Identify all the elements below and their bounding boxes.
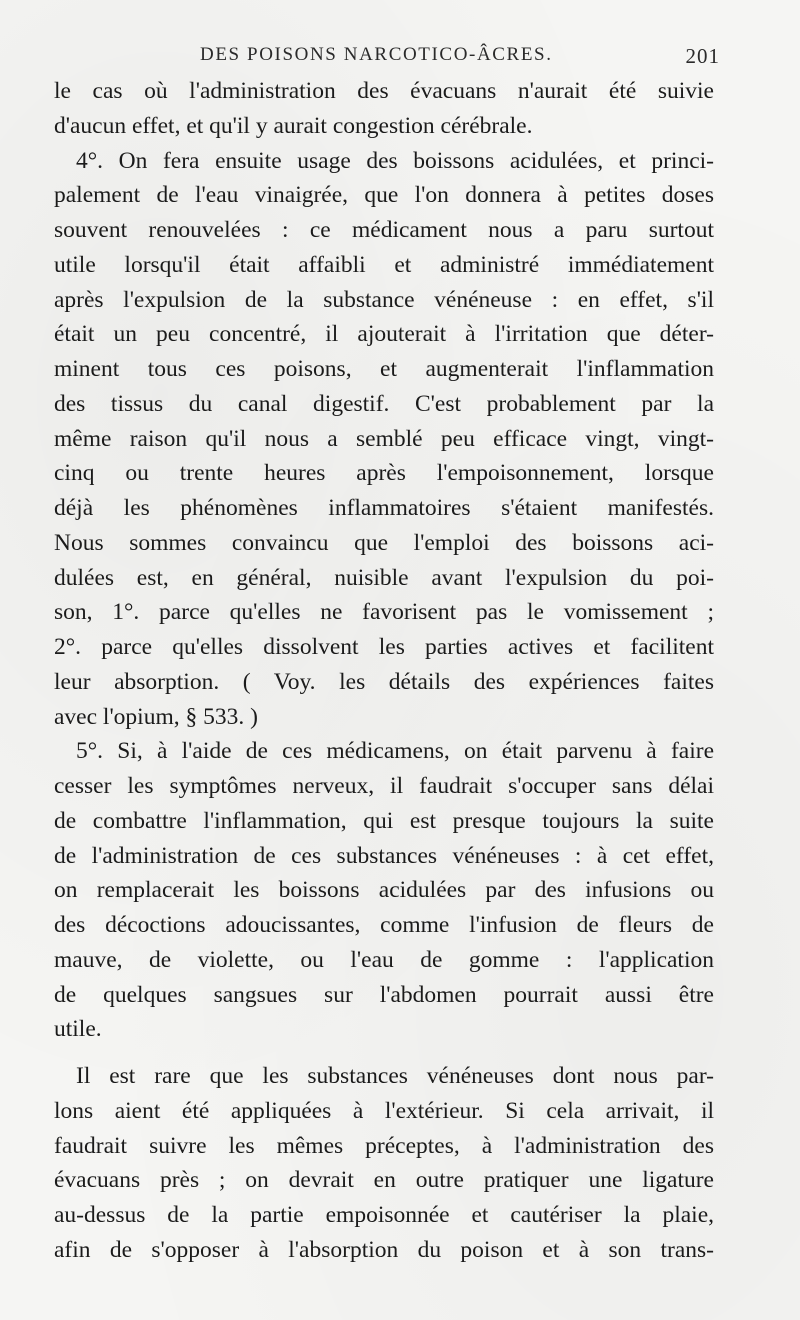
text-line: cesser les symptômes nerveux, il faudrait s'occuper sans délai <box>54 773 714 799</box>
text-line: avec l'opium, § 533. ) <box>54 703 258 730</box>
text-line: Il est rare que les substances vénéneuses dont nous par- <box>76 1063 714 1089</box>
body-text <box>54 74 714 1268</box>
text-line: après l'expulsion de la substance vénéneuse : en effet, s'il <box>54 286 714 313</box>
text-line: 2°. parce qu'elles dissolvent les parties actives et facilitent <box>54 634 714 660</box>
text-line: de l'administration de ces substances vénéneuses : à cet effet, <box>54 842 714 869</box>
page-header <box>200 44 720 74</box>
page-number: 201 <box>685 44 720 68</box>
text-line: 5°. Si, à l'aide de ces médicamens, on était parvenu à faire <box>76 738 714 765</box>
text-line: utile lorsqu'il était affaibli et administré immédiatement <box>54 251 714 278</box>
text-line: palement de l'eau vinaigrée, que l'on donnera à petites doses <box>54 182 714 209</box>
text-line: déjà les phénomènes inflammatoires s'étaient manifestés. <box>54 495 714 521</box>
text-line: de quelques sangsues sur l'abdomen pourrait aussi être <box>54 981 714 1008</box>
text-line: leur absorption. ( Voy. les détails des expériences faites <box>54 668 714 695</box>
text-line: des décoctions adoucissantes, comme l'infusion de fleurs de <box>54 912 714 938</box>
text-line: Nous sommes convaincu que l'emploi des boissons aci- <box>54 529 714 556</box>
text-line: même raison qu'il nous a semblé peu efficace vingt, vingt- <box>54 425 714 452</box>
text-line: évacuans près ; on devrait en outre pratiquer une ligature <box>54 1167 714 1194</box>
text-line: était un peu concentré, il ajouterait à l'irritation que déter- <box>54 321 714 348</box>
text-line: 4°. On fera ensuite usage des boissons acidulées, et princi- <box>76 147 714 174</box>
text-line: son, 1°. parce qu'elles ne favorisent pas le vomissement ; <box>54 599 714 626</box>
text-line: minent tous ces poisons, et augmenterait l'inflammation <box>54 356 714 382</box>
text-line: mauve, de violette, ou l'eau de gomme : l'application <box>54 946 714 973</box>
text-line: lons aient été appliquées à l'extérieur. Si cela arrivait, il <box>54 1097 714 1124</box>
text-line: le cas où l'administration des évacuans n'aurait été suivie <box>54 78 714 104</box>
text-line: d'aucun effet, et qu'il y aurait congestion cérébrale. <box>54 112 533 139</box>
paragraph-gap <box>54 1047 714 1059</box>
text-line: utile. <box>54 1016 102 1043</box>
text-line: de combattre l'inflammation, qui est presque toujours la suite <box>54 807 714 834</box>
text-line: cinq ou trente heures après l'empoisonnement, lorsque <box>54 460 714 487</box>
text-line: on remplacerait les boissons acidulées par des infusions ou <box>54 877 714 904</box>
running-title: DES POISONS NARCOTICO-ÂCRES. <box>200 44 553 65</box>
text-line: souvent renouvelées : ce médicament nous a paru surtout <box>54 217 714 243</box>
text-line: des tissus du canal digestif. C'est probablement par la <box>54 390 714 417</box>
text-line: au-dessus de la partie empoisonnée et cautériser la plaie, <box>54 1202 714 1228</box>
text-line: afin de s'opposer à l'absorption du poison et à son trans- <box>54 1236 714 1263</box>
text-line: faudrait suivre les mêmes préceptes, à l'administration des <box>54 1132 714 1159</box>
text-line: dulées est, en général, nuisible avant l'expulsion du poi- <box>54 564 714 591</box>
